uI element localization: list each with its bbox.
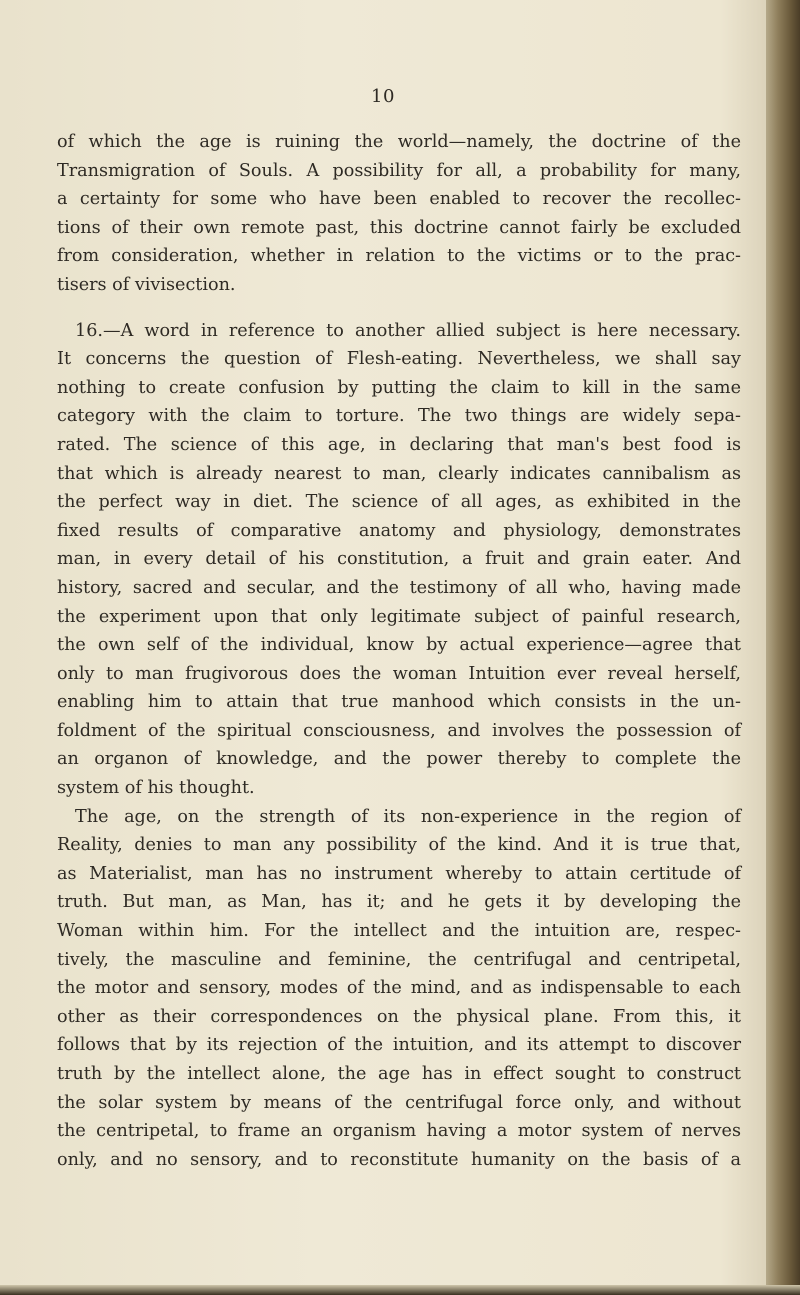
book-spine-shadow	[766, 0, 800, 1295]
text-line: from consideration, whether in relation to the victims or to the prac-	[57, 246, 741, 267]
text-line: the experiment upon that only legitimate subject of painful research,	[57, 606, 741, 627]
body-text	[57, 128, 741, 1174]
text-line: history, sacred and secular, and the testimony of all who, having made	[57, 577, 741, 598]
paragraph-gap	[57, 300, 741, 317]
text-line: Reality, denies to man any possibility of the kind. And it is true that,	[57, 835, 741, 856]
text-line: only to man frugivorous does the woman Intuition ever reveal herself,	[57, 663, 741, 684]
text-line: truth by the intellect alone, the age has in effect sought to construct	[57, 1064, 741, 1084]
text-line: tions of their own remote past, this doctrine cannot fairly be excluded	[57, 217, 741, 238]
text-line: Transmigration of Souls. A possibility for all, a probability for many,	[57, 160, 741, 181]
text-line: fixed results of comparative anatomy and physiology, demonstrates	[57, 520, 741, 541]
text-line: a certainty for some who have been enabled to recover the recollec-	[57, 189, 741, 210]
text-line: the perfect way in diet. The science of all ages, as exhibited in the	[57, 492, 741, 513]
paragraph-16	[57, 317, 741, 803]
text-line: Woman within him. For the intellect and the intuition are, respec-	[57, 921, 741, 942]
page-bottom-edge	[0, 1285, 800, 1295]
text-line: an organon of knowledge, and the power thereby to complete the	[57, 749, 741, 770]
page-number: 10	[371, 86, 395, 107]
text-line: tively, the masculine and feminine, the centrifugal and centripetal,	[57, 949, 741, 970]
text-line: rated. The science of this age, in declaring that man's best food is	[57, 434, 741, 455]
paragraph-intro	[57, 128, 741, 300]
text-line: the centripetal, to frame an organism having a motor system of nerves	[57, 1121, 741, 1142]
text-line: foldment of the spiritual consciousness, and involves the possession of	[57, 720, 741, 741]
text-line: the solar system by means of the centrifugal force only, and without	[57, 1092, 741, 1113]
text-line: It concerns the question of Flesh-eating. Nevertheless, we shall say	[57, 349, 741, 370]
paragraph-reality	[57, 803, 741, 1175]
text-line: of which the age is ruining the world—namely, the doctrine of the	[57, 132, 741, 152]
text-line: as Materialist, man has no instrument whereby to attain certitude of	[57, 863, 741, 884]
text-line: that which is already nearest to man, clearly indicates cannibalism as	[57, 463, 741, 484]
text-line: the own self of the individual, know by actual experience—agree that	[57, 635, 741, 656]
text-line: category with the claim to torture. The two things are widely sepa-	[57, 406, 741, 427]
text-line: other as their correspondences on the physical plane. From this, it	[57, 1006, 741, 1027]
text-line: nothing to create confusion by putting the claim to kill in the same	[57, 377, 741, 398]
text-line: tisers of vivisection.	[57, 274, 236, 295]
text-line: only, and no sensory, and to reconstitute humanity on the basis of a	[57, 1149, 741, 1170]
text-line: enabling him to attain that true manhood which consists in the un-	[57, 692, 741, 713]
text-line: truth. But man, as Man, has it; and he gets it by developing the	[57, 892, 741, 913]
text-line: man, in every detail of his constitution, a fruit and grain eater. And	[57, 549, 741, 570]
text-line: the motor and sensory, modes of the mind, and as indispensable to each	[57, 978, 741, 999]
text-line: 16.—A word in reference to another allied subject is here necessary.	[75, 320, 741, 341]
text-line: system of his thought.	[57, 778, 255, 799]
text-line: The age, on the strength of its non-experience in the region of	[75, 806, 741, 827]
text-line: follows that by its rejection of the intuition, and its attempt to discover	[57, 1035, 741, 1056]
